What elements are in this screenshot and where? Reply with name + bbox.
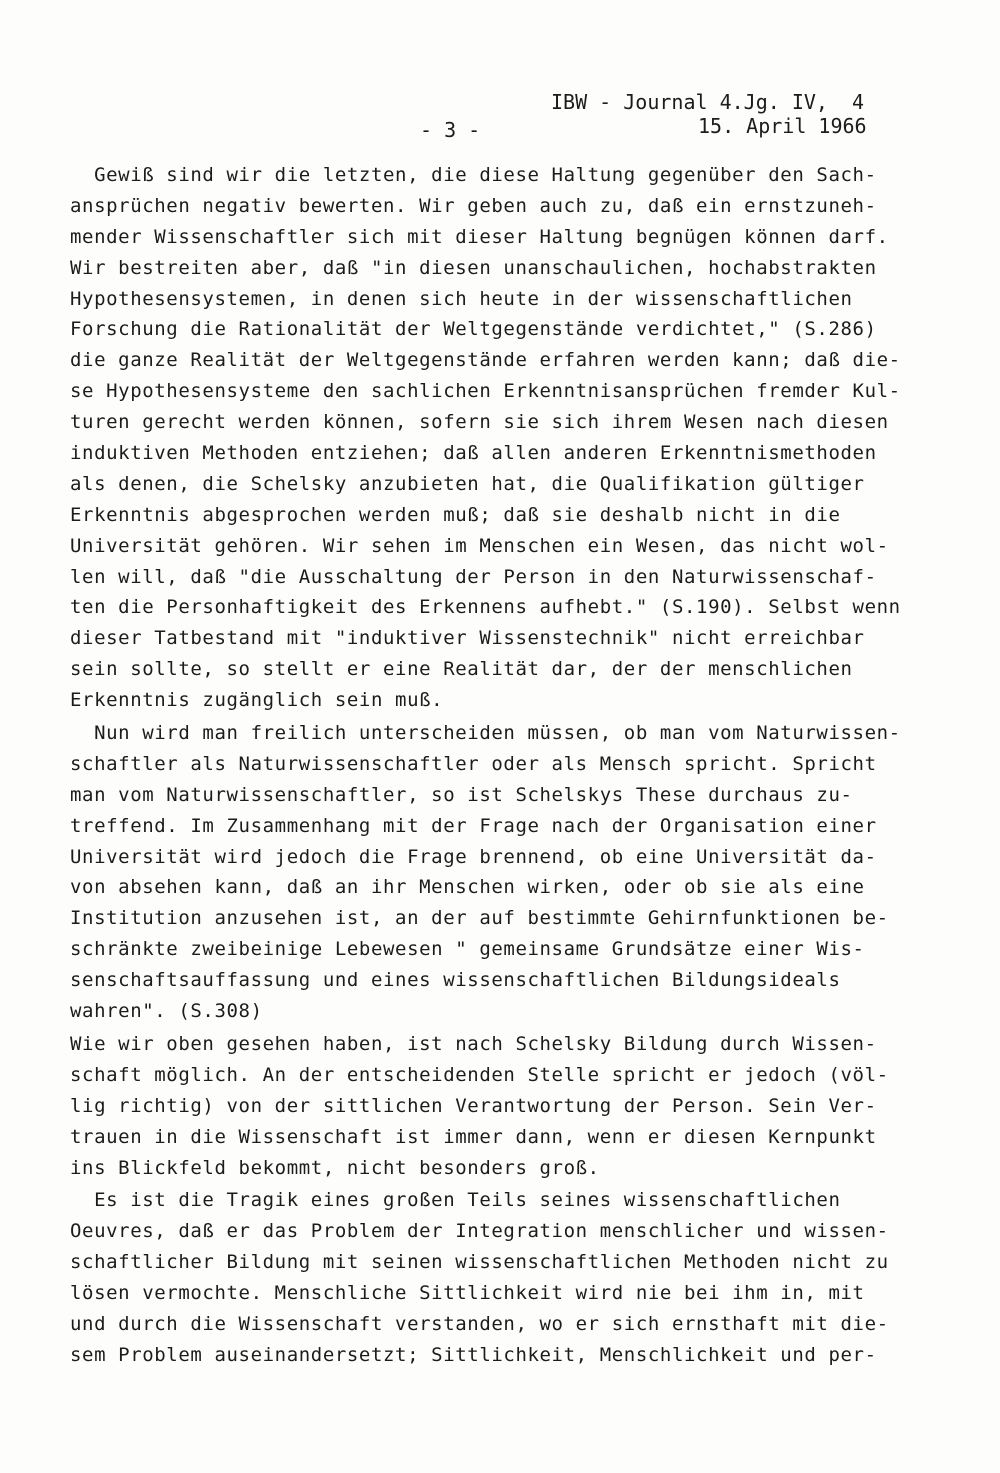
text-line: Oeuvres, daß er das Problem der Integration menschlicher und wissen- <box>70 1220 889 1243</box>
text-line: man vom Naturwissenschaftler, so ist Schelskys These durchaus zu- <box>70 783 853 806</box>
text-line: turen gerecht werden können, sofern sie sich ihrem Wesen nach diesen <box>70 411 889 434</box>
text-line: Es ist die Tragik eines großen Teils seines wissenschaftlichen <box>70 1189 841 1212</box>
text-line: lig richtig) von der sittlichen Verantwortung der Person. Sein Ver- <box>70 1094 877 1117</box>
issue-date: 15. April 1966 <box>698 114 867 138</box>
text-line: Universität gehören. Wir sehen im Menschen ein Wesen, das nicht wol- <box>70 534 889 557</box>
text-line: Universität wird jedoch die Frage brennend, ob eine Universität da- <box>70 845 877 868</box>
paragraph-2 <box>70 718 900 1027</box>
text-line: Erkenntnis abgesprochen werden muß; daß sie deshalb nicht in die <box>70 503 841 526</box>
text-line: Wie wir oben gesehen haben, ist nach Schelsky Bildung durch Wissen- <box>70 1032 877 1055</box>
text-line: die ganze Realität der Weltgegenstände erfahren werden kann; daß die- <box>70 349 901 372</box>
text-line: Institution anzusehen ist, an der auf bestimmte Gehirnfunktionen be- <box>70 907 889 930</box>
page-number: - 3 - <box>420 118 481 142</box>
text-line: und durch die Wissenschaft verstanden, wo er sich ernsthaft mit die- <box>70 1312 889 1335</box>
text-line: se Hypothesensysteme den sachlichen Erkenntnisansprüchen fremder Kul- <box>70 380 901 403</box>
text-line: ansprüchen negativ bewerten. Wir geben auch zu, daß ein ernstzuneh- <box>70 194 877 217</box>
text-line: schränkte zweibeinige Lebewesen " gemeinsame Grundsätze einer Wis- <box>70 938 865 961</box>
text-line: schaft möglich. An der entscheidenden Stelle spricht er jedoch (völ- <box>70 1063 889 1086</box>
text-line: trauen in die Wissenschaft ist immer dann, wenn er diesen Kernpunkt <box>70 1125 877 1148</box>
text-line: ten die Personhaftigkeit des Erkennens aufhebt." (S.190). Selbst wenn <box>70 596 901 619</box>
text-line: senschaftsauffassung und eines wissenschaftlichen Bildungsideals <box>70 969 841 992</box>
text-line: Wir bestreiten aber, daß "in diesen unanschaulichen, hochabstrakten <box>70 256 877 279</box>
text-line: Hypothesensystemen, in denen sich heute in der wissenschaftlichen <box>70 287 853 310</box>
text-line: treffend. Im Zusammenhang mit der Frage nach der Organisation einer <box>70 814 877 837</box>
text-line: mender Wissenschaftler sich mit dieser Haltung begnügen können darf. <box>70 225 889 248</box>
text-line: als denen, die Schelsky anzubieten hat, die Qualifikation gültiger <box>70 472 865 495</box>
text-line: sein sollte, so stellt er eine Realität dar, der der menschlichen <box>70 658 853 681</box>
paragraph-3 <box>70 1029 900 1183</box>
body-text <box>70 160 900 1371</box>
text-line: schaftler als Naturwissenschaftler oder als Mensch spricht. Spricht <box>70 752 877 775</box>
text-line: schaftlicher Bildung mit seinen wissenschaftlichen Methoden nicht zu <box>70 1251 889 1274</box>
paragraph-1 <box>70 160 900 716</box>
text-line: sem Problem auseinandersetzt; Sittlichkeit, Menschlichkeit und per- <box>70 1343 877 1366</box>
text-line: len will, daß "die Ausschaltung der Person in den Naturwissenschaf- <box>70 565 877 588</box>
journal-reference: IBW - Journal 4.Jg. IV, 4 <box>551 90 865 114</box>
text-line: ins Blickfeld bekommt, nicht besonders groß. <box>70 1156 600 1179</box>
paragraph-4 <box>70 1185 900 1370</box>
text-line: von absehen kann, daß an ihr Menschen wirken, oder ob sie als eine <box>70 876 865 899</box>
text-line: Forschung die Rationalität der Weltgegenstände verdichtet," (S.286) <box>70 318 877 341</box>
text-line: Erkenntnis zugänglich sein muß. <box>70 689 444 712</box>
text-line: Gewiß sind wir die letzten, die diese Haltung gegenüber den Sach- <box>70 164 877 186</box>
text-line: dieser Tatbestand mit "induktiver Wissenstechnik" nicht erreichbar <box>70 627 865 650</box>
text-line: Nun wird man freilich unterscheiden müssen, ob man vom Naturwissen- <box>70 722 901 745</box>
text-line: wahren". (S.308) <box>70 1000 263 1023</box>
text-line: lösen vermochte. Menschliche Sittlichkeit wird nie bei ihm in, mit <box>70 1282 865 1305</box>
text-line: induktiven Methoden entziehen; daß allen anderen Erkenntnismethoden <box>70 442 877 465</box>
